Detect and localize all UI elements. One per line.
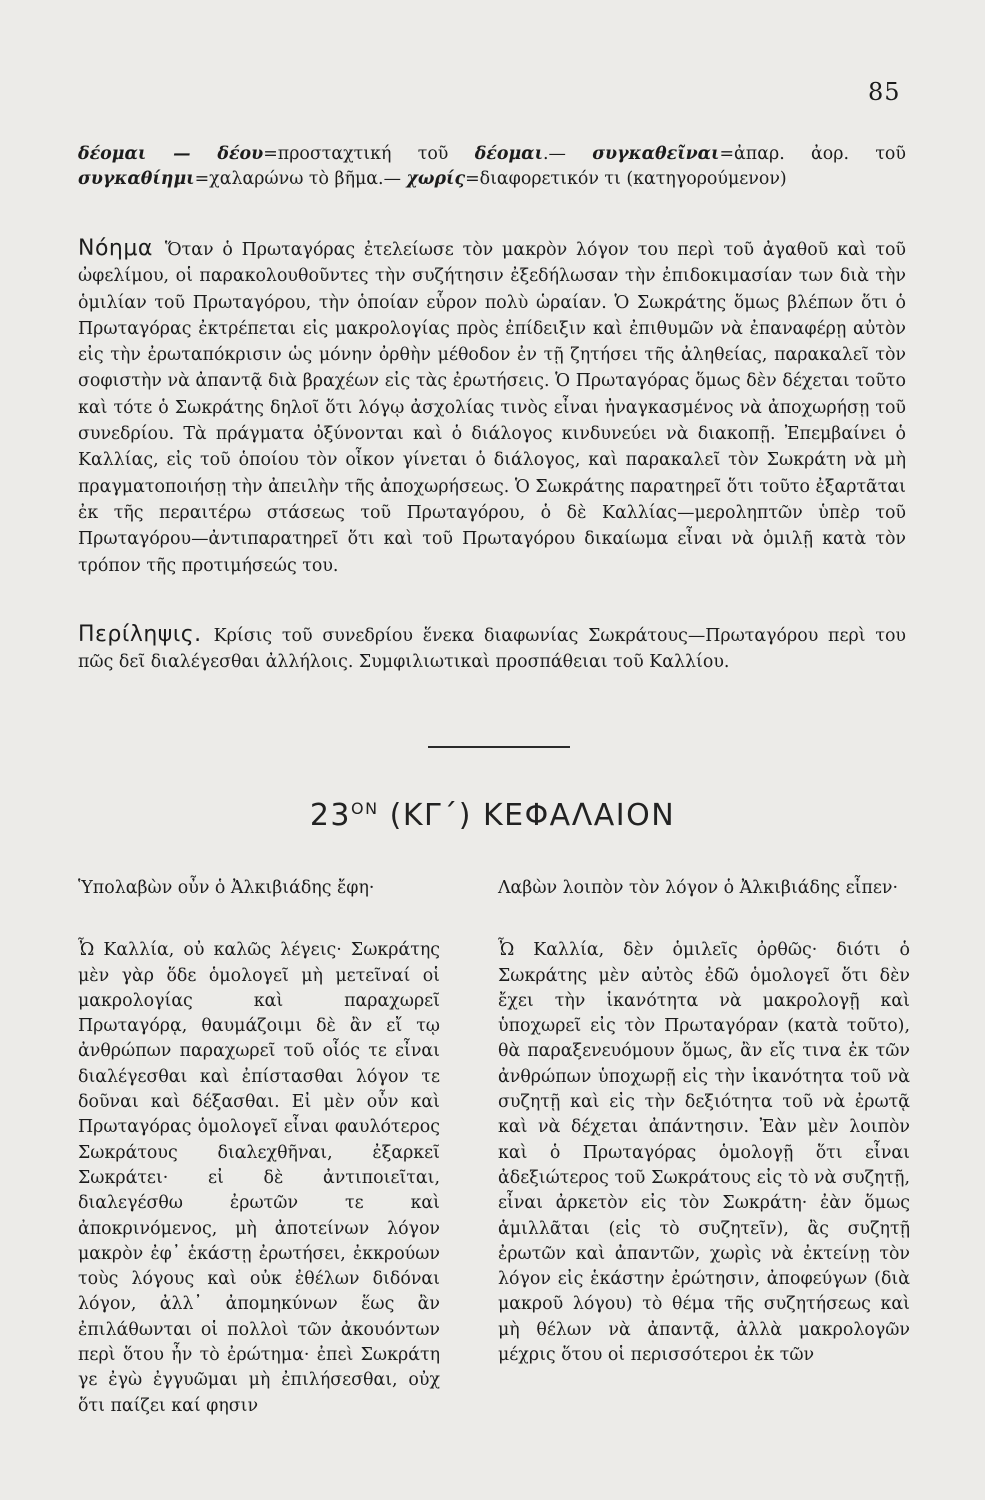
page-number: 85 bbox=[868, 78, 901, 106]
glossary-notes bbox=[78, 142, 906, 192]
glossary-term: συγκαθίημι bbox=[78, 169, 195, 189]
original-body: Ὦ Καλλία, οὐ καλῶς λέγεις· Σωκράτης μὲν γὰρ ὅδε ὁμολογεῖ μὴ μετεῖναί οἱ μακρολογίας καὶ παραχωρεῖ Πρωταγόρᾳ, θαυμάζοιμι δὲ ἂν εἴ τῳ ἀνθρώπων παραχωρεῖ τοῦ οἷός τε εἶναι διαλέγεσθαι καὶ ἐπίστασθαι λόγον τε δοῦναι καὶ δέξασθαι. Εἰ μὲν οὖν καὶ Πρωταγόρας ὁμολογεῖ εἶναι φαυλότερος Σωκράτους διαλεχθῆναι, ἐξαρκεῖ Σωκράτει· εἰ δὲ ἀντιποιεῖται, διαλεγέσθω ἐρωτῶν τε καὶ ἀποκρινόμενος, μὴ ἀποτείνων λόγον μακρὸν ἐφ᾿ ἑκάστῃ ἐρωτήσει, ἐκκρούων τοὺς λόγους καὶ οὐκ ἐθέλων διδόναι λόγον, ἀλλ᾿ ἀπομηκύνων ἕως ἂν ἐπιλάθωνται οἱ πολλοὶ τῶν ἀκουόντων περὶ ὅτου ἦν τὸ ἐρώτημα· ἐπεὶ Σωκράτη γε ἐγὼ ἐγγυῶμαι μὴ ἐπιλήσεσθαι, οὐχ ὅτι παίζει καί φησιν bbox=[78, 940, 440, 1416]
glossary-definition: =ἀπαρ. ἀορ. τοῦ bbox=[719, 144, 906, 164]
glossary-definition: =χαλαρώνω τὸ βῆμα.— bbox=[194, 169, 407, 189]
translation-column bbox=[498, 876, 910, 1368]
glossary-definition: =προσταχτική τοῦ bbox=[263, 144, 475, 164]
perilipsis-section bbox=[78, 622, 906, 676]
noima-label: Νόημα bbox=[78, 236, 153, 261]
chapter-number-suffix: ΟΝ bbox=[351, 799, 379, 818]
noima-text: Ὅταν ὁ Πρωταγόρας ἐτελείωσε τὸν μακρὸν λόγον του περὶ τοῦ ἀγαθοῦ καὶ τοῦ ὠφελίμου, οἱ παρακολουθοῦντες τὴν συζήτησιν ἐξεδήλωσαν τὴν ἐπιδοκιμασίαν των διὰ τὴν ὁμιλίαν τοῦ Πρωταγόρου, τὴν ὁποίαν εὗρον πολὺ ὡραίαν. Ὁ Σωκράτης ὅμως βλέπων ὅτι ὁ Πρωταγόρας ἐκτρέπεται εἰς μακρολογίας πρὸς ἐπίδειξιν καὶ ἐπιθυμῶν νὰ ἐπαναφέρῃ αὐτὸν εἰς τὴν ἐρωταπόκρισιν ὡς μόνην ὀρθὴν μέθοδον ἐν τῇ ζητήσει τῆς ἀληθείας, παρακαλεῖ τὸν σοφιστὴν νὰ ἀπαντᾷ διὰ βραχέων εἰς τὰς ἐρωτήσεις. Ὁ Πρωταγόρας ὅμως δὲν δέχεται τοῦτο καὶ τότε ὁ Σωκράτης δηλοῖ ὅτι λόγῳ ἀσχολίας τινὸς εἶναι ἠναγκασμένος νὰ ἀποχωρήσῃ τοῦ συνεδρίου. Τὰ πράγματα ὀξύνονται καὶ ὁ διάλογος κινδυνεύει νὰ διακοπῇ. Ἐπεμβαίνει ὁ Καλλίας, εἰς τοῦ ὁποίου τὸν οἶκον γίνεται ὁ διάλογος, καὶ παρακαλεῖ τὸν Σωκράτη νὰ μὴ πραγματοποιήσῃ τὴν ἀπειλὴν τῆς ἀποχωρήσεως. Ὁ Σωκράτης παρατηρεῖ ὅτι τοῦτο ἐξαρτᾶται ἐκ τῆς περαιτέρω στάσεως τοῦ Πρωταγόρου, ὁ δὲ Καλλίας—μεροληπτῶν ὑπὲρ τοῦ Πρωταγόρου—ἀντιπαρατηρεῖ ὅτι καὶ τοῦ Πρωταγόρου δικαίωμα εἶναι νὰ ὁμιλῇ κατὰ τὸν τρόπον τῆς προτιμήσεώς του. bbox=[78, 240, 906, 576]
glossary-term: δέομαι — δέου bbox=[78, 144, 264, 164]
original-text-column bbox=[78, 876, 440, 1419]
glossary-term: συγκαθεῖναι bbox=[592, 144, 720, 164]
glossary-definition: =διαφορετικόν τι (κατηγορούμενον) bbox=[465, 169, 787, 189]
glossary-term: χωρίς bbox=[406, 169, 466, 189]
perilipsis-text: Κρίσις τοῦ συνεδρίου ἕνεκα διαφωνίας Σωκράτους—Πρωταγόρου περὶ του πῶς δεῖ διαλέγεσθαι ἀλλήλοις. Συμφιλιωτικαὶ προσπάθειαι τοῦ Καλλίου. bbox=[78, 626, 906, 673]
original-intro: Ὑπολαβὼν οὖν ὁ Ἀλκιβιάδης ἔφη· bbox=[78, 878, 375, 898]
noima-section bbox=[78, 236, 906, 579]
glossary-separator: .— bbox=[543, 144, 593, 164]
translation-body: Ὦ Καλλία, δὲν ὁμιλεῖς ὀρθῶς· διότι ὁ Σωκράτης μὲν αὐτὸς ἐδῶ ὁμολογεῖ ὅτι δὲν ἔχει τὴν ἱκανότητα νὰ μακρολογῇ καὶ ὑποχωρεῖ εἰς τὸν Πρωταγόραν (κατὰ τοῦτο), θὰ παραξενευόμουν ὅμως, ἂν εἴς τινα ἐκ τῶν ἀνθρώπων ὑποχωρῇ εἰς τὴν ἱκανότητα τοῦ νὰ συζητῇ καὶ εἰς τὴν δεξιότητα τοῦ νὰ ἐρωτᾷ καὶ νὰ δέχεται ἀπάντησιν. Ἐὰν μὲν λοιπὸν καὶ ὁ Πρωταγόρας ὁμολογῇ ὅτι εἶναι ἀδεξιώτερος τοῦ Σωκράτους εἰς τὸ νὰ συζητῇ, εἶναι ἀρκετὸν εἰς τὸν Σωκράτη· ἐὰν ὅμως ἁμιλλᾶται (εἰς τὸ συζητεῖν), ἂς συζητῇ ἐρωτῶν καὶ ἀπαντῶν, χωρὶς νὰ ἐκτείνῃ τὸν λόγον εἰς ἑκάστην ἐρώτησιν, ἀποφεύγων (διὰ μακροῦ λόγου) τὸ θέμα τῆς συζητήσεως καὶ μὴ θέλων νὰ ἀπαντᾷ, ἀλλὰ μακρολογῶν μέχρις ὅτου οἱ περισσότεροι ἐκ τῶν bbox=[498, 940, 910, 1366]
translation-intro: Λαβὼν λοιπὸν τὸν λόγον ὁ Ἀλκιβιάδης εἶπεν· bbox=[498, 878, 899, 898]
chapter-title bbox=[0, 798, 985, 833]
chapter-title-text: (ΚΓ΄) ΚΕΦΑΛΑΙΟΝ bbox=[378, 798, 676, 833]
perilipsis-label: Περίληψις. bbox=[78, 622, 202, 647]
section-divider bbox=[428, 746, 570, 748]
glossary-term: δέομαι bbox=[474, 144, 543, 164]
chapter-number: 23 bbox=[309, 798, 352, 833]
